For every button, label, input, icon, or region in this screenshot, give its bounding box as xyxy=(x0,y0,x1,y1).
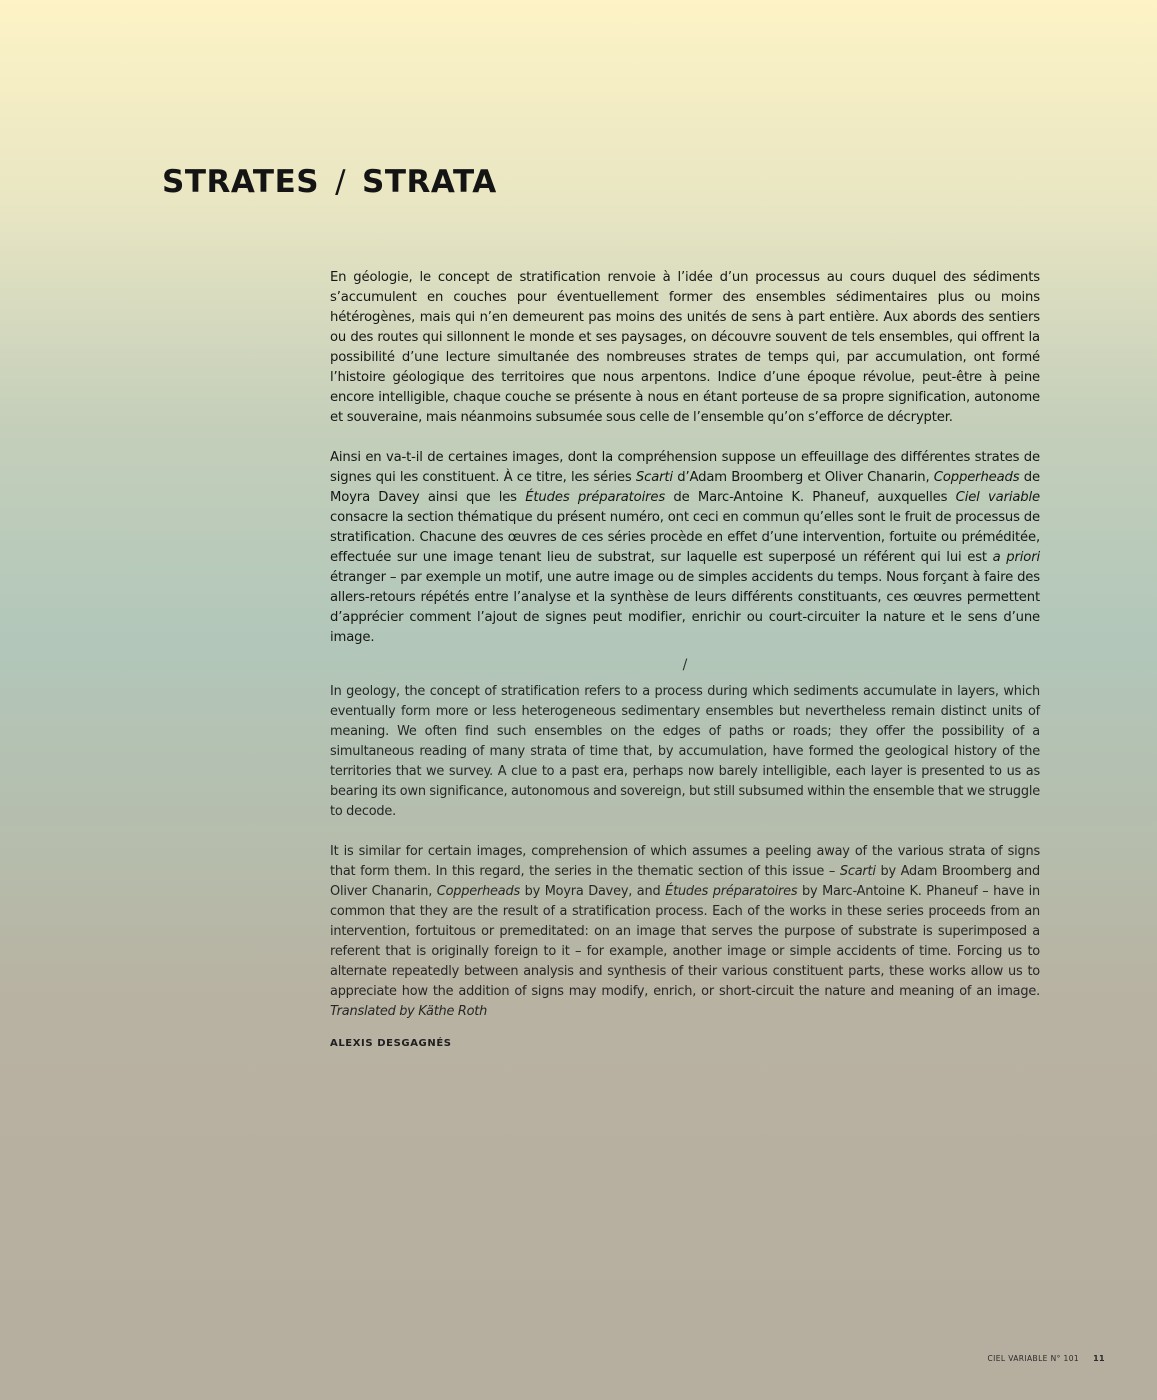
text-run: by Adam Broomberg and Oliver Chanarin, xyxy=(330,864,1040,899)
work-title-scarti: Scarti xyxy=(635,470,673,485)
title-french: STRATES xyxy=(162,164,320,200)
text-run: consacre la section thématique du présent numéro, ont ceci en commun qu’elles sont le fruit de processus de stratification. Chacune des œuvres de ces séries procède en effet d’une intervention, fortuite ou préméditée, effectuée sur une image tenant lieu de substrat, sur laquelle est superposé un référent qui lui est xyxy=(330,510,1040,565)
text-run: Ainsi en va-t-il de certaines images, dont la compréhension suppose un effeuillage des différentes strates de signes qui les constituent. À ce titre, les séries xyxy=(330,450,1040,485)
title-separator: / xyxy=(335,164,347,200)
page-number: 11 xyxy=(1093,1354,1105,1363)
work-title-etudes: Études préparatoires xyxy=(525,490,666,505)
italic-phrase: a priori xyxy=(992,550,1040,565)
article-body xyxy=(330,268,1040,1049)
magazine-issue: CIEL VARIABLE N° 101 xyxy=(987,1354,1080,1363)
translator-credit: Translated by Käthe Roth xyxy=(330,1004,488,1019)
work-title-copperheads: Copperheads xyxy=(933,470,1020,485)
title-english: STRATA xyxy=(362,164,497,200)
work-title-etudes: Études préparatoires xyxy=(665,884,798,899)
work-title-scarti: Scarti xyxy=(839,864,876,879)
magazine-title: Ciel variable xyxy=(955,490,1040,505)
text-run: It is similar for certain images, comprehension of which assumes a peeling away of the various strata of signs that form them. In this regard, the series in the thematic section of this issue – xyxy=(330,844,1040,879)
french-paragraph-2 xyxy=(330,448,1040,648)
text-run: by Marc-Antoine K. Phaneuf – have in common that they are the result of a stratification process. Each of the works in these series proceeds from an intervention, fortuitous or premeditated: on an image that serves the purpose of substrate is superimposed a referent that is originally foreign to it – for example, another image or simple accidents of time. Forcing us to alternate repeatedly between analysis and synthesis of their various constituent parts, these works allow us to appreciate how the addition of signs may modify, enrich, or short-circuit the nature and meaning of an image. xyxy=(330,884,1040,999)
work-title-copperheads: Copperheads xyxy=(436,884,520,899)
page-title xyxy=(162,160,497,204)
language-divider: / xyxy=(682,657,688,673)
text-run: de Marc-Antoine K. Phaneuf, auxquelles xyxy=(665,490,956,505)
text-run: de Moyra Davey ainsi que les xyxy=(330,470,1040,505)
english-paragraph-2 xyxy=(330,842,1040,1022)
text-run: by Moyra Davey, and xyxy=(519,884,666,899)
english-paragraph-1: In geology, the concept of stratification refers to a process during which sediments accumulate in layers, which eventually form more or less heterogeneous sedimentary ensembles but nevertheless remain distinct units of meaning. We often find such ensembles on the edges of paths or roads; they offer the possibility of a simultaneous reading of many strata of time that, by accumulation, have formed the geological history of the territories that we survey. A clue to a past era, perhaps now barely intelligible, each layer is presented to us as bearing its own significance, autonomous and sovereign, but still subsumed within the ensemble that we struggle to decode. xyxy=(330,684,1040,819)
text-run: étranger – par exemple un motif, une autre image ou de simples accidents du temps. Nous forçant à faire des allers-retours répétés entre l’analyse et la synthèse de leurs différents constituants, ces œuvres permettent d’apprécier comment l’ajout de signes peut modifier, enrichir ou court-circuiter la nature et le sens d’une image. xyxy=(330,570,1040,645)
french-paragraph-1: En géologie, le concept de stratification renvoie à l’idée d’un processus au cours duquel des sédiments s’accumulent en couches pour éventuellement former des ensembles sédimentaires plus ou moins hétérogènes, mais qui n’en demeurent pas moins des unités de sens à part entière. Aux abords des sentiers ou des routes qui sillonnent le monde et ses paysages, on découvre souvent de tels ensembles, qui offrent la possibilité d’une lecture simultanée des nombreuses strates de temps qui, par accumulation, ont formé l’histoire géologique des territoires que nous arpentons. Indice d’une époque révolue, peut-être à peine encore intelligible, chaque couche se présente à nous en étant porteuse de sa propre signification, autonome et souveraine, mais néanmoins subsumée sous celle de l’ensemble qu’on s’efforce de décrypter. xyxy=(330,270,1040,425)
text-run: d’Adam Broomberg et Oliver Chanarin, xyxy=(672,470,934,485)
page-footer xyxy=(987,1354,1105,1363)
author-name: ALEXIS DESGAGNÉS xyxy=(330,1038,452,1049)
